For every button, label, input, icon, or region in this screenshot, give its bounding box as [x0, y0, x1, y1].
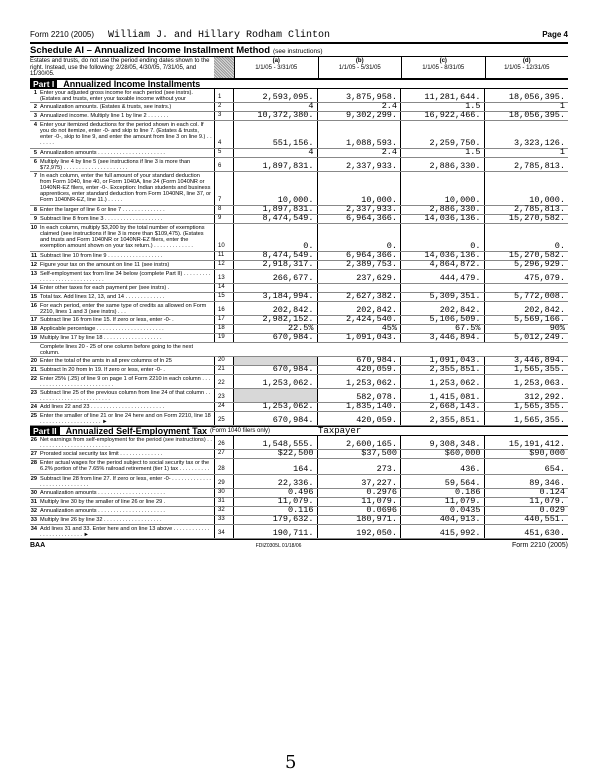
line-box-number: 11 — [214, 252, 234, 260]
amount-cell[interactable] — [234, 343, 318, 356]
amount-cell[interactable]: 10,000. — [401, 172, 485, 205]
amount-cell[interactable]: 2,337,933. — [318, 206, 402, 214]
amount-cell[interactable]: 45% — [318, 325, 402, 333]
part1-line-7 — [30, 172, 568, 206]
amount-cell[interactable]: 4 — [234, 103, 318, 111]
amount-cell[interactable]: 0.2976 — [318, 489, 402, 497]
part1-line-10 — [30, 224, 568, 252]
amount-cell[interactable]: 1,548,555. — [234, 436, 318, 449]
part1-line-12 — [30, 258, 568, 270]
line-description: Enter your adjusted gross income for each period (see instrs). (Estates and trusts, enter your taxable income without your — [40, 89, 193, 102]
amount-cell[interactable]: 0.0435 — [401, 507, 485, 515]
amount-cell[interactable]: 8,474,549. — [234, 252, 318, 260]
amount-cell[interactable]: 9,302,299. — [318, 112, 402, 120]
part1-line-15 — [30, 290, 568, 302]
amount-cell[interactable]: 5,569,166. — [513, 313, 565, 324]
line-number: 5 — [33, 149, 37, 156]
amount-cell[interactable]: 420,059. — [318, 366, 402, 374]
part1-line-4 — [30, 121, 568, 149]
amount-cell[interactable]: 1,835,140. — [318, 403, 402, 411]
line-number: 16 — [30, 302, 37, 309]
amount-cell[interactable]: 10,000. — [318, 172, 402, 205]
column-letter: (d) — [522, 58, 531, 64]
line-description: Enter the total of the amts in all prev columns of ln 25 — [40, 357, 172, 364]
part1-line-6 — [30, 158, 568, 172]
line-box-number: 16 — [214, 302, 234, 315]
line-number: 32 — [30, 507, 37, 514]
amount-cell[interactable]: 202,842. — [524, 304, 565, 315]
line-box-number: 9 — [214, 215, 234, 223]
page-label: Page 4 — [542, 30, 568, 39]
line-box-number: 25 — [214, 412, 234, 425]
page-footer: BAA FDIZ0305L 01/18/06 Form 2210 (2005) — [30, 541, 568, 549]
line-number: 25 — [30, 412, 37, 419]
part-1-rows — [30, 89, 568, 426]
line-box-number: 29 — [214, 475, 234, 488]
column-heading — [318, 57, 402, 78]
line-number: 14 — [30, 284, 37, 291]
line-description: Applicable percentage . . . . . . . . . . . . . . . . . . . . . . — [40, 325, 164, 332]
line-number: 33 — [30, 516, 37, 523]
line-number: 26 — [30, 436, 37, 443]
line-description: Multiply line 4 by line 5 (see instructions if line 3 is more than $72,975) . . . . . . . . . . . . . . . . . . . . . — [40, 158, 191, 171]
amount-cell[interactable]: 1.5 — [401, 149, 485, 157]
part1-note — [30, 343, 568, 357]
amount-cell[interactable]: 3,875,958. — [318, 89, 402, 102]
amount-cell[interactable]: 10,000. — [234, 172, 318, 205]
part1-line-21 — [30, 363, 568, 375]
column-period: 1/1/05 - 3/31/05 — [255, 64, 298, 71]
amount-cell[interactable]: 1,565,355. — [513, 414, 565, 425]
amount-cell[interactable]: 0.116 — [234, 507, 318, 515]
amount-cell[interactable]: 0.186 — [401, 489, 485, 497]
amount-cell[interactable]: 5,012,249. — [513, 331, 565, 342]
column-header — [30, 57, 568, 79]
amount-cell[interactable]: 2,785,813. — [513, 160, 565, 171]
line-box-number: 15 — [214, 293, 234, 301]
line-number: 12 — [30, 261, 37, 268]
line-number: 22 — [30, 375, 37, 382]
amount-cell[interactable]: 18,056,395. — [508, 91, 565, 102]
amount-cell[interactable]: 1,091,043. — [401, 357, 485, 365]
amount-cell[interactable]: 2,337,933. — [318, 158, 402, 171]
amount-cell[interactable]: 3,446,894. — [401, 334, 485, 342]
amount-cell[interactable]: 2,627,382. — [318, 293, 402, 301]
amount-cell[interactable]: 237,629. — [318, 270, 402, 283]
part-2-rows — [30, 436, 568, 539]
line-box-number: 2 — [214, 103, 234, 111]
part1-line-3 — [30, 109, 568, 121]
line-number: 6 — [33, 158, 37, 165]
taxpayer-name: William J. and Hillary Rodham Clinton — [108, 30, 331, 41]
amount-cell[interactable]: 5,772,008. — [513, 290, 565, 301]
amount-cell[interactable]: 1,091,043. — [318, 334, 402, 342]
line-number: 31 — [30, 498, 37, 505]
line-box-number: 17 — [214, 316, 234, 324]
amount-cell[interactable]: 654. — [544, 463, 565, 474]
page-mark: 5 — [285, 752, 297, 773]
amount-cell[interactable]: 202,842. — [401, 302, 485, 315]
line-box-number: 34 — [214, 525, 234, 538]
line-box-number: 20 — [214, 357, 234, 365]
part1-line-1 — [30, 89, 568, 103]
amount-cell[interactable]: 15,191,412. — [508, 438, 565, 449]
amount-cell[interactable]: 11,079. — [401, 498, 485, 506]
amount-cell[interactable]: 2,424,540. — [318, 316, 402, 324]
amount-cell[interactable]: 5,309,351. — [401, 293, 485, 301]
amount-cell[interactable]: 451,630. — [524, 527, 565, 538]
line-description: Subtract line 28 from line 27. If zero or less, enter -0- . . . . . . . . . . . . . . . . . . . . . . . . . . . . . — [40, 475, 211, 488]
line-box-number: 23 — [214, 389, 234, 402]
column-letter: (c) — [439, 58, 447, 64]
amount-cell[interactable]: 4,864,872. — [401, 261, 485, 269]
amount-cell[interactable]: 2.4 — [318, 103, 402, 111]
amount-cell[interactable]: 2,886,330. — [401, 206, 485, 214]
line-description: Self-employment tax from line 34 below (complete Part II) . . . . . . . . . . . . . . . . . . . . . . . . . . . . . . — [40, 270, 211, 283]
line-box-number: 31 — [214, 498, 234, 506]
line-number: 28 — [30, 459, 37, 466]
part1-line-25 — [30, 412, 568, 426]
amount-cell[interactable]: $90,000 — [529, 447, 565, 458]
line-number: 2 — [33, 103, 37, 110]
amount-cell[interactable]: 1 — [559, 146, 565, 157]
amount-cell[interactable]: 5,296,929. — [513, 258, 565, 269]
line-number — [30, 343, 40, 356]
line-box-number: 33 — [214, 516, 234, 524]
part1-line-19 — [30, 331, 568, 343]
amount-cell[interactable]: 11,281,644. — [401, 89, 485, 102]
amount-cell[interactable]: 2,918,317. — [234, 261, 318, 269]
line-box-number: 1 — [214, 89, 234, 102]
amount-cell[interactable]: 436. — [401, 459, 485, 474]
line-box-number: 18 — [214, 325, 234, 333]
amount-cell[interactable]: 1,253,062. — [234, 403, 318, 411]
line-description: Enter other taxes for each payment per (see instrs) . — [40, 284, 170, 291]
part2-line-27 — [30, 447, 568, 459]
amount-cell[interactable]: 67.5% — [401, 325, 485, 333]
part1-line-5 — [30, 146, 568, 158]
line-description: Multiply line 30 by the smaller of line 26 or line 29 . — [40, 498, 166, 505]
form-label: Form 2210 (2005) — [30, 30, 95, 39]
amount-cell[interactable]: $37,500 — [318, 450, 402, 458]
amount-cell[interactable]: 273. — [318, 459, 402, 474]
amount-cell[interactable]: 11,079. — [234, 498, 318, 506]
line-number: 1 — [33, 89, 37, 96]
part1-line-24 — [30, 400, 568, 412]
amount-cell[interactable]: 2,389,753. — [318, 261, 402, 269]
line-description: Annualization amounts. (Estates & trusts, see instrs.) — [40, 103, 172, 110]
line-description: Subtract line 16 from line 15. If zero or less, enter -0- . — [40, 316, 174, 323]
line-number: 3 — [33, 112, 37, 119]
line-box-number: 19 — [214, 334, 234, 342]
amount-cell[interactable]: 0.029 — [539, 504, 565, 515]
line-number: 34 — [30, 525, 37, 532]
amount-cell[interactable]: 0.124 — [539, 486, 565, 497]
amount-cell[interactable]: 2,355,851. — [401, 366, 485, 374]
line-description: Figure your tax on the amount on line 11 (see instrs) — [40, 261, 170, 268]
amount-cell[interactable]: 2,785,813. — [513, 203, 565, 214]
line-number: 13 — [30, 270, 37, 277]
amount-cell[interactable]: 192,050. — [318, 525, 402, 538]
amount-cell[interactable]: $22,500 — [234, 450, 318, 458]
line-number: 21 — [30, 366, 37, 373]
line-number: 18 — [30, 325, 37, 332]
amount-cell[interactable]: 3,446,894. — [513, 354, 565, 365]
amount-cell[interactable]: 22.5% — [234, 325, 318, 333]
line-description: Subtract ln 20 from ln 19. If zero or less, enter -0- . — [40, 366, 165, 373]
line-number: 15 — [30, 293, 37, 300]
column-period: 1/1/05 - 12/31/05 — [504, 64, 550, 71]
line-box-number: 5 — [214, 149, 234, 157]
amount-cell[interactable]: 16,922,466. — [401, 112, 485, 120]
line-box-number: 6 — [214, 158, 234, 171]
page-header — [30, 30, 568, 42]
line-description: Enter 25% (.25) of line 9 on page 1 of Form 2210 in each column . . . . . . . . . . . . . . . . . . . . . . . . . . . — [40, 375, 211, 388]
line-number: 23 — [30, 389, 37, 396]
line-number: 20 — [30, 357, 37, 364]
line-box-number: 13 — [214, 270, 234, 283]
line-number: 27 — [30, 450, 37, 457]
line-box-number: 28 — [214, 459, 234, 474]
column-heading — [234, 57, 318, 78]
amount-cell[interactable]: 90% — [549, 322, 565, 333]
line-box-number: 3 — [214, 112, 234, 120]
amount-cell[interactable]: 15,270,582. — [508, 212, 565, 223]
amount-cell[interactable]: 89,346. — [529, 477, 565, 488]
part1-line-22 — [30, 375, 568, 389]
amount-cell[interactable]: 420,059. — [318, 412, 402, 425]
line-description: Total tax. Add lines 12, 13, and 14 . . . . . . . . . . . . . — [40, 293, 165, 300]
amount-cell[interactable]: 11,079. — [529, 495, 565, 506]
line-box-number: 4 — [214, 121, 234, 148]
amount-cell[interactable]: 1,415,081. — [401, 389, 485, 402]
line-description: In each column, multiply $3,200 by the total number of exemptions claimed (see instructions if line 3 is more than $109,475). (Estates and trusts and Form 1040NR or 1040NR-EZ filers, enter the exemption amount shown on your tax return.) . . . . . . . . . . . . . — [40, 224, 205, 250]
amount-cell[interactable]: 59,564. — [401, 475, 485, 488]
amount-cell[interactable]: 551,156. — [234, 121, 318, 148]
amount-cell[interactable]: 2,593,095. — [234, 89, 318, 102]
line-number: 9 — [33, 215, 37, 222]
amount-cell[interactable]: 1,897,831. — [234, 158, 318, 171]
line-box-number: 8 — [214, 206, 234, 214]
line-description: Subtract line 10 from line 9 . . . . . . . . . . . . . . . . . . — [40, 252, 163, 259]
column-period: 1/1/05 - 8/31/05 — [422, 64, 465, 71]
amount-cell[interactable]: 2,355,851. — [401, 412, 485, 425]
amount-cell[interactable]: 1 — [559, 100, 565, 111]
amount-cell[interactable]: 1,253,062. — [318, 375, 402, 388]
amount-cell[interactable]: 0. — [401, 224, 485, 251]
amount-cell[interactable]: 37,227. — [318, 475, 402, 488]
amount-cell[interactable]: 1,253,062. — [234, 375, 318, 388]
amount-cell[interactable]: 180,971. — [318, 516, 402, 524]
amount-cell[interactable]: 1,897,831. — [234, 206, 318, 214]
column-letter: (a) — [272, 58, 280, 64]
amount-cell[interactable]: 2,668,143. — [401, 403, 485, 411]
amount-cell[interactable]: 3,323,126. — [513, 137, 565, 148]
column-period: 1/1/05 - 5/31/05 — [338, 64, 381, 71]
line-description: Net earnings from self-employment for the period (see instructions) . . . . . . . . . . . . . . . . . . . . . . . . . — [40, 436, 212, 449]
amount-cell[interactable]: 6,964,366. — [318, 252, 402, 260]
line-box-number: 12 — [214, 261, 234, 269]
line-description: Annualization amounts . . . . . . . . . . . . . . . . . . . . . . — [40, 149, 165, 156]
line-box-number: 27 — [214, 450, 234, 458]
amount-cell[interactable]: 10,000. — [529, 194, 565, 205]
line-description: Complete lines 20 - 25 of one column before going to the next column. — [40, 343, 193, 356]
line-description: Subtract line 8 from line 3 . . . . . . . . . . . . . . . . . . . — [40, 215, 163, 222]
line-description: Enter the smaller of line 21 or line 24 here and on Form 2210, line 18 . . . . . . . . . . . . . . . . . . . . ► — [40, 412, 211, 425]
line-number: 10 — [30, 224, 37, 231]
line-description: In each column, enter the full amount of your standard deduction from Form 1040, line 40, or Form 1040A, line 24 (Form 1040NR or 1040NR-EZ filers, enter -0-. Exception: Indian students and business apprentices, enter standard deduction from Form 1040NR, line 37, or Form 1040NR-EZ, line 11.) . . . . . — [40, 172, 212, 204]
amount-cell[interactable]: 179,632. — [234, 516, 318, 524]
amount-cell[interactable]: 202,842. — [234, 302, 318, 315]
amount-cell[interactable]: 4 — [234, 149, 318, 157]
amount-cell[interactable]: 670,984. — [234, 366, 318, 374]
amount-cell[interactable]: 164. — [234, 459, 318, 474]
amount-cell[interactable]: 2.4 — [318, 149, 402, 157]
amount-cell[interactable]: 670,984. — [234, 334, 318, 342]
amount-cell[interactable]: 1,253,062. — [401, 375, 485, 388]
line-description: Enter actual wages for the period subject to social security tax or the 6.2% portion of the 7.65% railroad retirement (tier 1) tax . . . . . . . . . . — [40, 459, 210, 472]
amount-cell[interactable]: 1.5 — [401, 103, 485, 111]
amount-cell[interactable]: 22,336. — [234, 475, 318, 488]
line-box-number: 26 — [214, 436, 234, 449]
line-box-number: 14 — [214, 284, 234, 292]
amount-cell[interactable]: 0.496 — [234, 489, 318, 497]
amount-cell[interactable]: 1,565,355. — [513, 363, 565, 374]
line-number: 7 — [33, 172, 37, 179]
amount-cell[interactable]: 2,886,330. — [401, 158, 485, 171]
amount-cell[interactable]: 670,984. — [318, 357, 402, 365]
amount-cell[interactable]: 1,565,355. — [513, 400, 565, 411]
amount-cell[interactable]: 11,079. — [318, 498, 402, 506]
amount-cell[interactable]: 1,088,593. — [318, 121, 402, 148]
amount-cell[interactable]: 2,600,165. — [318, 436, 402, 449]
amount-cell[interactable]: 202,842. — [318, 302, 402, 315]
amount-cell[interactable]: 10,372,380. — [234, 112, 318, 120]
line-box-number: 22 — [214, 375, 234, 388]
line-number: 4 — [33, 121, 37, 128]
amount-cell[interactable]: 15,270,582. — [508, 249, 565, 260]
amount-cell[interactable]: 440,551. — [524, 513, 565, 524]
column-letter: (b) — [355, 58, 364, 64]
line-description: Multiply line 17 by line 18 . . . . . . . . . . . . . . . . . . . — [40, 334, 162, 341]
column-heading — [485, 57, 569, 78]
amount-cell[interactable]: 8,474,549. — [234, 215, 318, 223]
amount-cell[interactable]: 404,913. — [401, 516, 485, 524]
line-description: Annualization amounts . . . . . . . . . . . . . . . . . . . . . . — [40, 507, 165, 514]
column-intro: Estates and trusts, do not use the period ending dates shown to the right. Instead, use the following: 2/28/05, 4/30/05, 7/31/05, and 11/30/05. — [30, 58, 210, 77]
amount-cell[interactable]: 0. — [554, 240, 565, 251]
line-box-number: 10 — [214, 224, 234, 251]
line-description: Multiply line 26 by line 32 . . . . . . . . . . . . . . . . . . . — [40, 516, 162, 523]
amount-cell[interactable]: 444,479. — [401, 270, 485, 283]
part2-line-34 — [30, 525, 568, 539]
column-heading — [401, 57, 485, 78]
amount-cell[interactable]: 9,308,348. — [401, 436, 485, 449]
line-description: Enter the larger of line 6 or line 7 . . . . . . . . . . . . . . — [40, 206, 165, 213]
line-box-number — [214, 343, 234, 356]
line-box-number: 30 — [214, 489, 234, 497]
line-number: 8 — [33, 206, 37, 213]
amount-cell[interactable]: 0. — [234, 224, 318, 251]
line-box-number: 24 — [214, 403, 234, 411]
amount-cell[interactable]: 670,984. — [234, 412, 318, 425]
amount-cell[interactable]: 2,259,750. — [401, 121, 485, 148]
part-1-header: Part I Annualized Income Installments — [30, 79, 568, 89]
line-box-number: 32 — [214, 507, 234, 515]
form-page — [30, 30, 568, 549]
line-number: 30 — [30, 489, 37, 496]
line-description: Annualization amounts . . . . . . . . . . . . . . . . . . . . . . — [40, 489, 165, 496]
amount-cell[interactable]: 14,036,136. — [401, 252, 485, 260]
part2-line-33 — [30, 513, 568, 525]
amount-cell[interactable]: 6,964,366. — [318, 215, 402, 223]
amount-cell[interactable]: 1,253,063. — [513, 377, 565, 388]
line-number: 29 — [30, 475, 37, 482]
amount-cell[interactable]: 582,078. — [318, 389, 402, 402]
amount-cell[interactable]: 14,036,136. — [401, 215, 485, 223]
line-description: Add lines 31 and 33. Enter here and on line 13 above . . . . . . . . . . . . . . . . . . . . . . . . . . ► — [40, 525, 210, 538]
amount-cell[interactable]: 3,184,994. — [234, 293, 318, 301]
part1-line-13 — [30, 270, 568, 284]
line-number: 19 — [30, 334, 37, 341]
amount-cell[interactable]: $60,000 — [401, 450, 485, 458]
line-description: Add lines 22 and 23 . . . . . . . . . . . . . . . . . . . . . . . . — [40, 403, 165, 410]
amount-cell[interactable]: 0.0696 — [318, 507, 402, 515]
line-description: Enter your itemized deductions for the period shown in each col. If you do not itemize, enter -0- and skip to line 7. (Estates & trusts, enter -0-, skip to line 9, and enter the amount from line 3 on line 9.) . . . . . . . — [40, 121, 212, 147]
line-description: Subtract line 25 of the previous column from line 24 of that column . . . . . . . . . . . . . . . . . . . . . . . . . — [40, 389, 211, 402]
line-number: 11 — [31, 252, 37, 259]
amount-cell[interactable]: 5,106,509. — [401, 316, 485, 324]
amount-cell[interactable]: 190,711. — [234, 525, 318, 538]
line-description: Prorated social security tax limit . . . . . . . . . . . . . . — [40, 450, 163, 457]
amount-cell[interactable]: 415,992. — [401, 525, 485, 538]
amount-cell[interactable]: 475,079. — [524, 272, 565, 283]
amount-cell[interactable]: 0. — [318, 224, 402, 251]
amount-cell[interactable]: 18,056,395. — [508, 109, 565, 120]
line-number: 24 — [30, 403, 37, 410]
taxpayer-label: Taxpayer — [318, 425, 362, 436]
line-box-number: 21 — [214, 366, 234, 374]
part-2-header: Part II Annualized Self-Employment Tax (Form 1040 filers only) Taxpayer — [30, 426, 568, 436]
schedule-title: Schedule AI – Annualized Income Installment Method (see instructions) — [30, 45, 323, 56]
part1-line-9 — [30, 212, 568, 224]
amount-cell[interactable]: 312,292. — [524, 391, 565, 402]
line-box-number: 7 — [214, 172, 234, 205]
amount-cell[interactable]: 2,982,152. — [234, 316, 318, 324]
line-number: 17 — [30, 316, 37, 323]
part2-line-28 — [30, 459, 568, 475]
line-description: For each period, enter the same type of credits as allowed on Form 2210, lines 1 and 3 (see instrs) . . . — [40, 302, 207, 315]
amount-cell[interactable]: 266,677. — [234, 270, 318, 283]
line-description: Annualized income. Multiply line 1 by line 2 . . . . . . . — [40, 112, 169, 119]
